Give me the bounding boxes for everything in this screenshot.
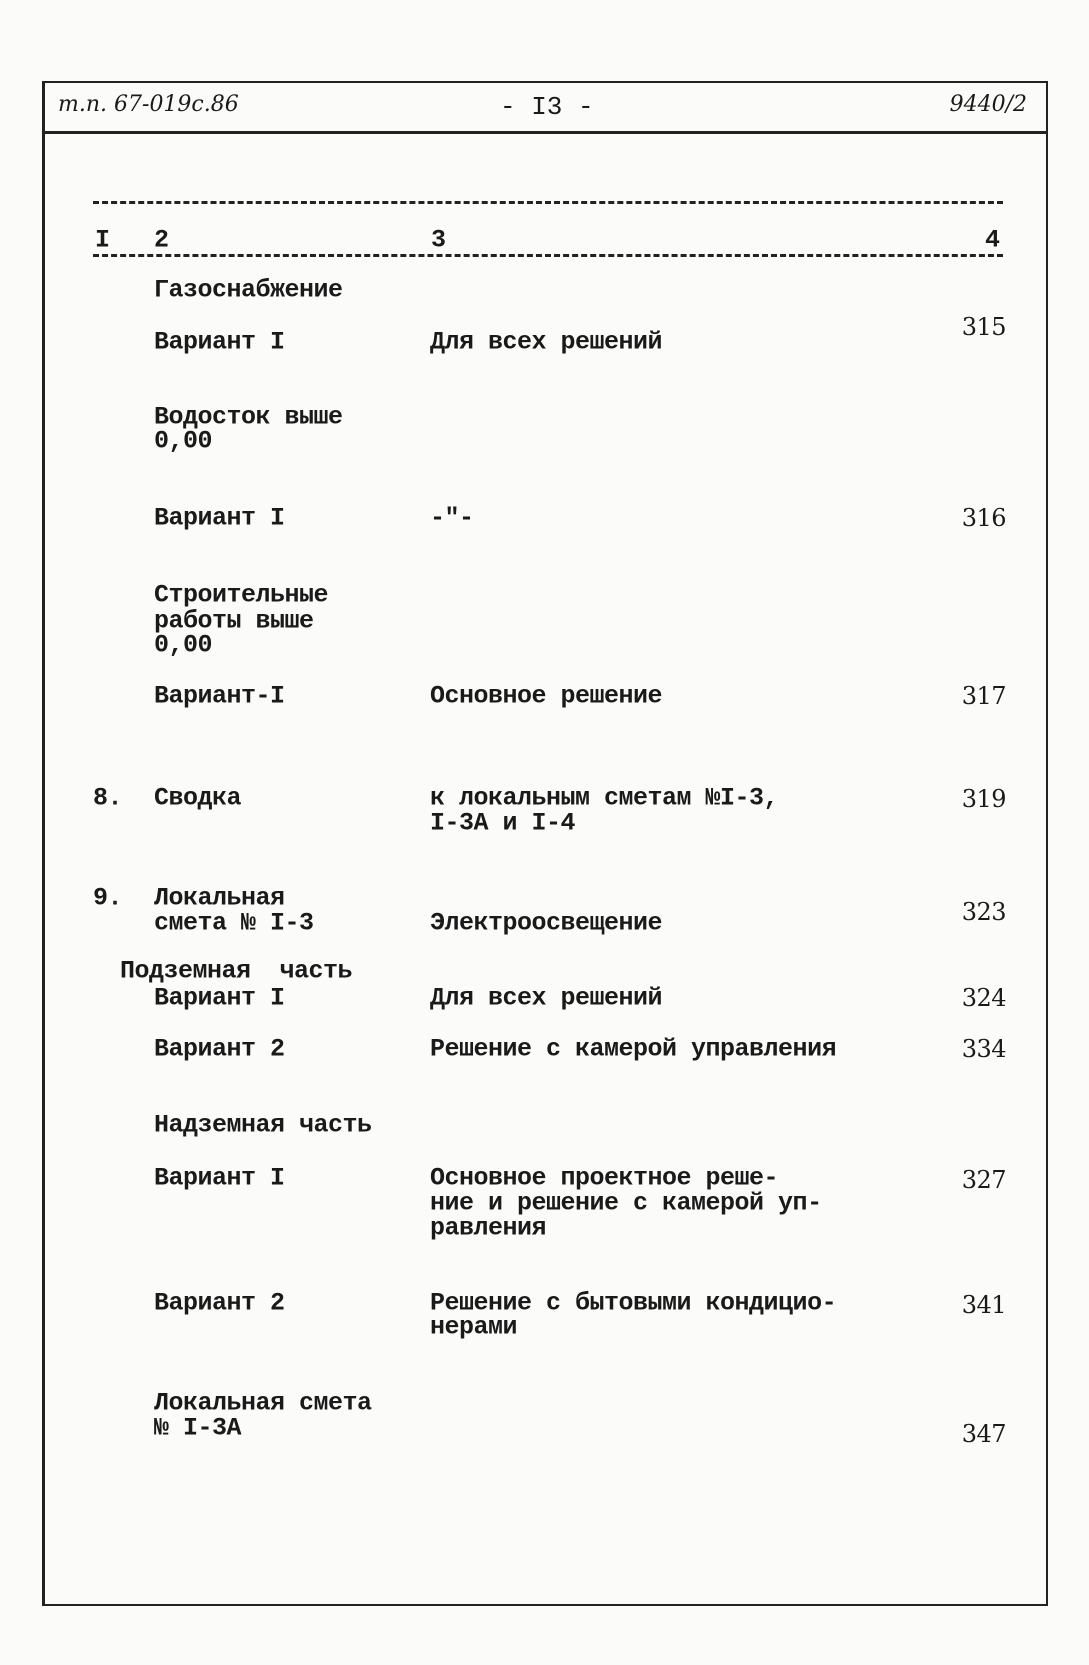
- item-description: ние и решение с камерой уп-: [430, 1188, 822, 1218]
- item-name: 0,00: [154, 630, 213, 660]
- column-1-header: I: [95, 225, 110, 255]
- item-name: работы выше: [154, 606, 314, 636]
- column-4-header: 4: [985, 225, 1000, 255]
- item-name: Вариант 2: [154, 1288, 285, 1318]
- item-description: Электроосвещение: [430, 908, 663, 938]
- item-description: Для всех решений: [430, 327, 663, 357]
- item-number: 8.: [93, 783, 123, 813]
- item-name: Газоснабжение: [154, 275, 343, 305]
- item-name: 0,00: [154, 426, 213, 456]
- item-description: Основное решение: [430, 681, 663, 711]
- item-description: Решение с камерой управления: [430, 1034, 837, 1064]
- item-page: 347: [961, 1420, 1006, 1448]
- item-description: Решение с бытовыми кондицио-: [430, 1288, 837, 1318]
- page-frame: [42, 81, 1048, 1606]
- item-page: 317: [961, 682, 1006, 710]
- item-description: -"-: [430, 503, 474, 533]
- item-name: Вариант 2: [154, 1034, 285, 1064]
- item-page: 334: [961, 1035, 1006, 1063]
- item-name: Вариант I: [154, 503, 285, 533]
- item-description: Для всех решений: [430, 983, 663, 1013]
- item-description: нерами: [430, 1312, 518, 1342]
- item-name: Локальная: [154, 883, 285, 913]
- item-name: Вариант I: [154, 983, 285, 1013]
- item-name: Сводка: [154, 783, 242, 813]
- item-number: 9.: [93, 883, 123, 913]
- item-name: Надземная часть: [154, 1110, 372, 1140]
- item-name: № I-3А: [154, 1413, 242, 1443]
- item-description: Основное проектное реше-: [430, 1163, 779, 1193]
- item-page: 319: [961, 785, 1006, 813]
- item-description: к локальным сметам №I-3,: [430, 783, 779, 813]
- item-page: 341: [961, 1291, 1006, 1319]
- item-name: Водосток выше: [154, 402, 343, 432]
- column-3-header: 3: [431, 225, 446, 255]
- document-code: т.п. 67-019с.86: [58, 92, 239, 117]
- item-name: Строительные: [154, 580, 329, 610]
- page-number: - I3 -: [500, 92, 594, 122]
- item-description: I-3А и I-4: [430, 808, 576, 838]
- item-page: 323: [961, 898, 1006, 926]
- column-header-rule: [93, 254, 1003, 257]
- item-name: Локальная смета: [154, 1388, 372, 1418]
- item-page: 324: [961, 984, 1006, 1012]
- item-name: Вариант-I: [154, 681, 285, 711]
- section-subtitle: Подземная часть: [120, 956, 353, 986]
- item-page: 316: [961, 504, 1006, 532]
- item-name: Вариант I: [154, 1163, 285, 1193]
- archive-number: 9440/2: [949, 92, 1027, 117]
- item-page: 327: [961, 1166, 1006, 1194]
- column-2-header: 2: [154, 225, 169, 255]
- header-divider: [42, 131, 1046, 134]
- item-description: равления: [430, 1213, 547, 1243]
- top-dashed-rule: [93, 201, 1003, 204]
- item-name: смета № I-3: [154, 908, 314, 938]
- item-page: 315: [961, 313, 1006, 341]
- item-name: Вариант I: [154, 327, 285, 357]
